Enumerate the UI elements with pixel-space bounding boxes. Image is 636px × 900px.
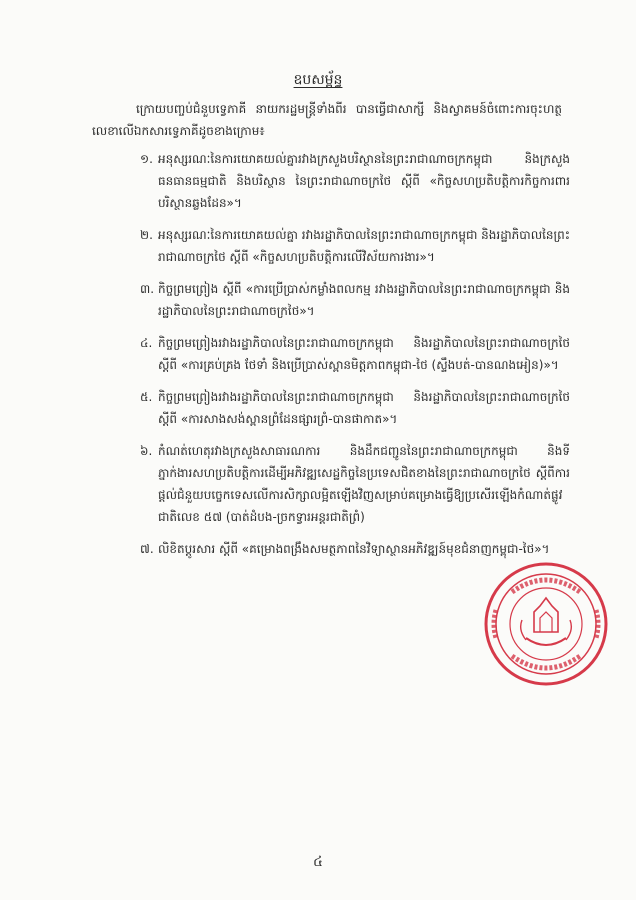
page-title: ឧបសម្ព័ន្ធ bbox=[293, 72, 343, 88]
list-item bbox=[140, 332, 570, 376]
item-text: អនុស្សរណៈនៃការយោគយល់គ្នារវាងក្រសួងបរិស្ថាននៃព្រះរាជាណាចក្រកម្ពុជា និងក្រសួងធនធានធម្មជាតិ និងបរិស្ថាន នៃព្រះរាជាណាចក្រថៃ ស្តីពី «កិច្ចសហប្រតិបត្តិការកិច្ចការពារបរិស្ថានឆ្លងដែន»។ bbox=[158, 152, 570, 210]
list-item bbox=[140, 224, 570, 268]
official-seal-icon bbox=[482, 560, 610, 688]
item-text: កំណត់ហេតុរវាងក្រសួងសាធារណការ និងដឹកជញ្ជូននៃព្រះរាជាណាចក្រកម្ពុជា និងទីភ្នាក់ងារសហប្រតិបត្តិការដើម្បីអភិវឌ្ឍសេដ្ឋកិច្ចនៃប្រទេសជិតខាងនៃព្រះរាជាណាចក្រថៃ ស្តីពីការផ្តល់ជំនួយបច្ចេកទេសលើការសិក្សាលម្អិតឡើងវិញសម្រាប់គម្រោងធ្វើឱ្យប្រសើរឡើងកំណាត់ផ្លូវជាតិលេខ ៥៧ (បាត់ដំបង-ច្រកទ្វារអន្តរជាតិព្រំ) bbox=[158, 444, 570, 524]
item-text: កិច្ចព្រមព្រៀងរវាងរដ្ឋាភិបាលនៃព្រះរាជាណាចក្រកម្ពុជា និងរដ្ឋាភិបាលនៃព្រះរាជាណាចក្រថៃ ស្តីពី «ការគ្រប់គ្រង ថែទាំ និងប្រើប្រាស់ស្ពានមិត្តភាពកម្ពុជា-ថៃ (ស្ទឹងបត់-បានណងអៀន)»។ bbox=[158, 336, 570, 372]
page-number: ៤ bbox=[313, 854, 323, 870]
list-item bbox=[140, 386, 570, 430]
item-number: ៦. bbox=[140, 444, 153, 458]
item-number: ៥. bbox=[140, 390, 153, 404]
item-text: កិច្ចព្រមព្រៀង ស្តីពី «ការប្រើប្រាស់កម្លាំងពលកម្ម រវាងរដ្ឋាភិបាលនៃព្រះរាជាណាចក្រកម្ពុជា និងរដ្ឋាភិបាលនៃព្រះរាជាណាចក្រថៃ»។ bbox=[158, 282, 570, 318]
item-number: ៣. bbox=[140, 282, 155, 296]
list-item bbox=[140, 440, 570, 528]
intro-paragraph: ក្រោយបញ្ចប់ជំនួបទ្វេភាគី នាយករដ្ឋមន្ត្រីទាំងពីរ បានធ្វើជាសាក្សី និងស្វាគមន៍ចំពោះការចុះហត្ថលេខាលើឯកសារទ្វេភាគីដូចខាងក្រោម៖ bbox=[92, 102, 562, 138]
annex-list bbox=[140, 148, 570, 570]
list-item bbox=[140, 278, 570, 322]
list-item bbox=[140, 148, 570, 214]
item-text: អនុស្សរណៈនៃការយោគយល់គ្នា រវាងរដ្ឋាភិបាលនៃព្រះរាជាណាចក្រកម្ពុជា និងរដ្ឋាភិបាលនៃព្រះរាជាណាចក្រថៃ ស្តីពី «កិច្ចសហប្រតិបត្តិការលើវិស័យការងារ»។ bbox=[158, 228, 571, 264]
item-number: ៤. bbox=[140, 336, 153, 350]
item-number: ២. bbox=[140, 228, 153, 242]
list-item bbox=[140, 538, 570, 560]
item-number: ១. bbox=[140, 152, 153, 166]
item-number: ៧. bbox=[140, 542, 154, 556]
item-text: កិច្ចព្រមព្រៀងរវាងរដ្ឋាភិបាលនៃព្រះរាជាណាចក្រកម្ពុជា និងរដ្ឋាភិបាលនៃព្រះរាជាណាចក្រថៃ ស្តីពី «ការសាងសង់ស្ពានព្រំដែនផ្សារព្រំ-បានផាកាត»។ bbox=[158, 390, 570, 426]
item-text: លិខិតប្តូរសារ ស្តីពី «គម្រោងពង្រឹងសមត្ថភាពនៃវិទ្យាស្ថានអភិវឌ្ឍន៍មុខជំនាញកម្ពុជា-ថៃ»។ bbox=[158, 542, 550, 556]
